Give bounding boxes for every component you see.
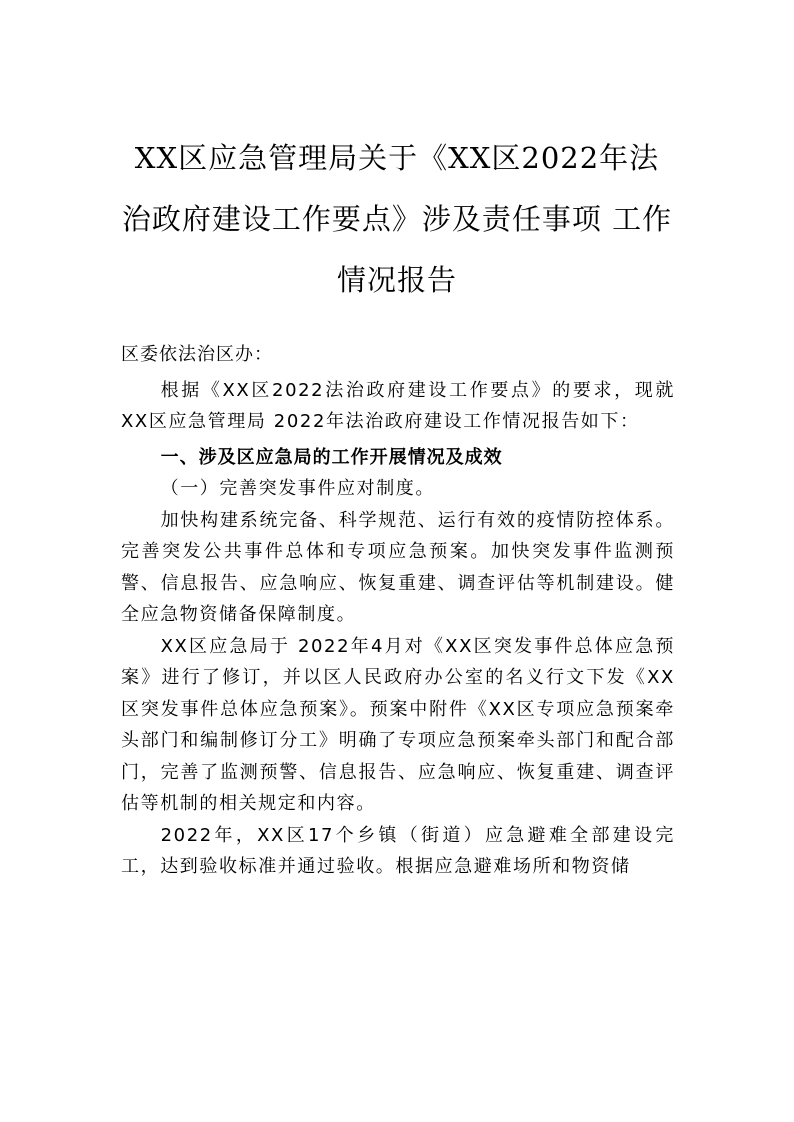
section-heading: 一、涉及区应急局的工作开展情况及成效 [160, 446, 503, 468]
intro-paragraph: 根据《XX区2022法治政府建设工作要点》的要求，现就 XX区应急管理局 2022年法治政府建设工作情况报告如下： [121, 379, 675, 432]
document-title: XX区应急管理局关于《XX区2022年法治政府建设工作要点》涉及责任事项 工作情况报告 [121, 141, 673, 297]
salutation: 区委依法治区办： [121, 344, 273, 365]
body-paragraph-3: 2022年，XX区17个乡镇（街道）应急避难全部建设完工，达到验收标准并通过验收。根据应急避难场所和物资储 [121, 824, 675, 877]
subsection-heading: （一）完善突发事件应对制度。 [160, 478, 435, 499]
document-body [121, 339, 675, 883]
body-paragraph-2: XX区应急局于 2022年4月对《XX区突发事件总体应急预案》进行了修订，并以区人民政府办公室的名义行文下发《XX区突发事件总体应急预案》。预案中附件《XX区专项应急预案牵头部门和编制修订分工》明确了专项应急预案牵头部门和配合部门，完善了监测预警、信息报告、应急响应、恢复重建、调查评估等机制的相关规定和内容。 [121, 635, 675, 814]
body-paragraph-1: 加快构建系统完备、科学规范、运行有效的疫情防控体系。完善突发公共事件总体和专项应急预案。加快突发事件监测预警、信息报告、应急响应、恢复重建、调查评估等机制建设。健全应急物资储备保障制度。 [121, 509, 675, 625]
